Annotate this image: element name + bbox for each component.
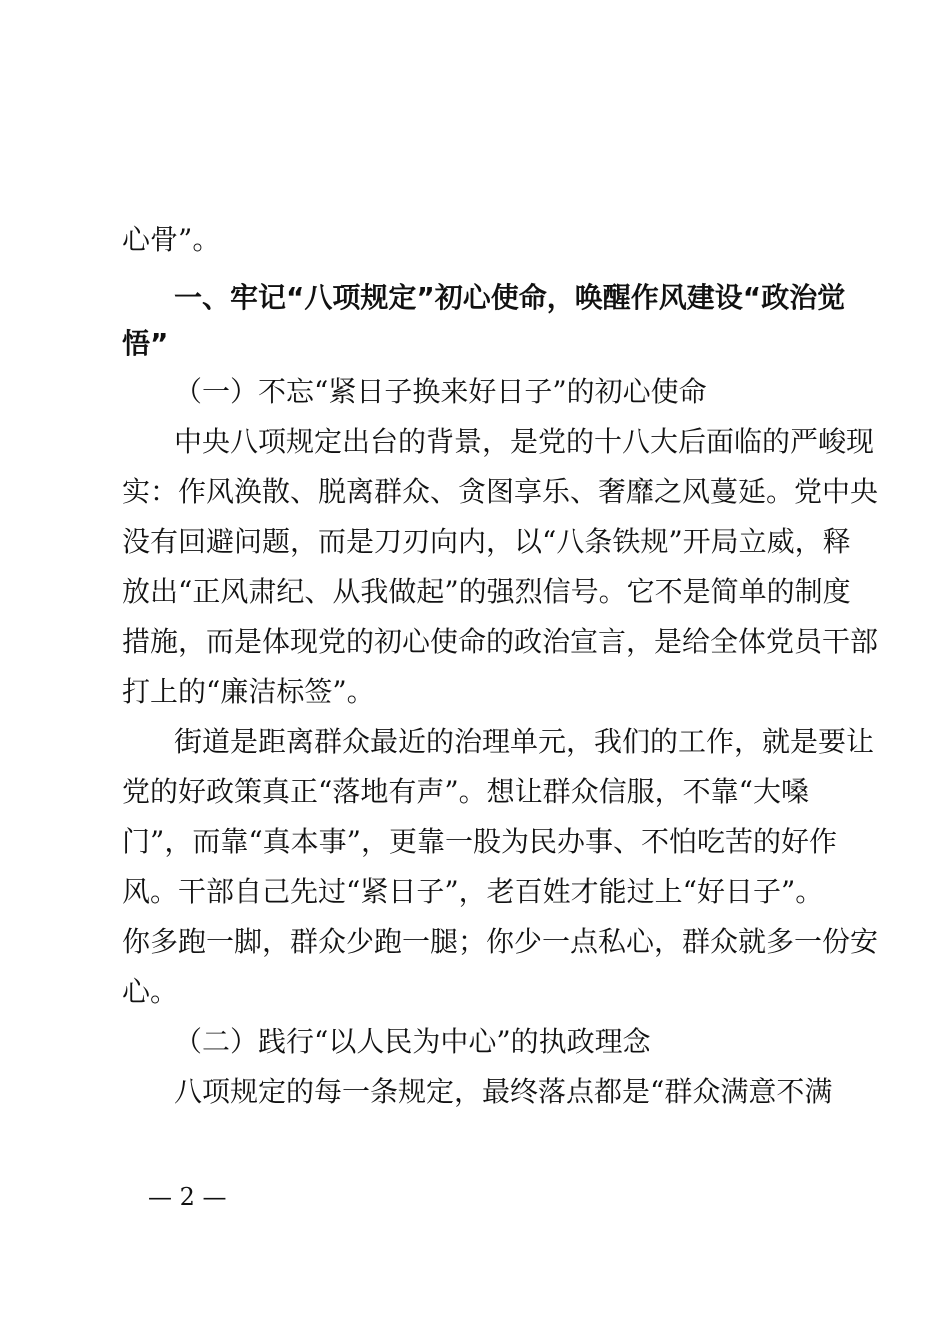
paragraph-line: 八项规定的每一条规定，最终落点都是“群众满意不满 — [174, 1075, 833, 1108]
paragraph-line: 心骨”。 — [122, 223, 221, 256]
paragraph-line: 中央八项规定出台的背景，是党的十八大后面临的严峻现 — [174, 425, 875, 458]
paragraph-line: 放出“正风肃纪、从我做起”的强烈信号。它不是简单的制度 — [122, 575, 851, 608]
paragraph-line: 心。 — [122, 975, 179, 1008]
section-heading: 一、牢记“八项规定”初心使命，唤醒作风建设“政治觉 — [174, 281, 846, 314]
subsection-heading: （一）不忘“紧日子换来好日子”的初心使命 — [174, 375, 707, 408]
paragraph-line: 打上的“廉洁标签”。 — [122, 675, 375, 708]
paragraph-line: 风。干部自己先过“紧日子”，老百姓才能过上“好日子”。 — [122, 875, 824, 908]
paragraph-line: 门”，而靠“真本事”，更靠一股为民办事、不怕吃苦的好作 — [122, 825, 837, 858]
paragraph-line: 措施，而是体现党的初心使命的政治宣言，是给全体党员干部 — [122, 625, 879, 658]
paragraph-line: 你多跑一脚，群众少跑一腿；你少一点私心，群众就多一份安 — [122, 925, 879, 958]
subsection-heading: （二）践行“以人民为中心”的执政理念 — [174, 1025, 651, 1058]
section-heading-continued: 悟” — [122, 327, 169, 360]
paragraph-line: 党的好政策真正“落地有声”。想让群众信服，不靠“大嗓 — [122, 775, 809, 808]
paragraph-line: 实：作风涣散、脱离群众、贪图享乐、奢靡之风蔓延。党中央 — [122, 475, 879, 508]
paragraph-line: 街道是距离群众最近的治理单元，我们的工作，就是要让 — [174, 725, 875, 758]
page-number: — 2 — — [148, 1183, 227, 1211]
paragraph-line: 没有回避问题，而是刀刃向内，以“八条铁规”开局立威，释 — [122, 525, 851, 558]
